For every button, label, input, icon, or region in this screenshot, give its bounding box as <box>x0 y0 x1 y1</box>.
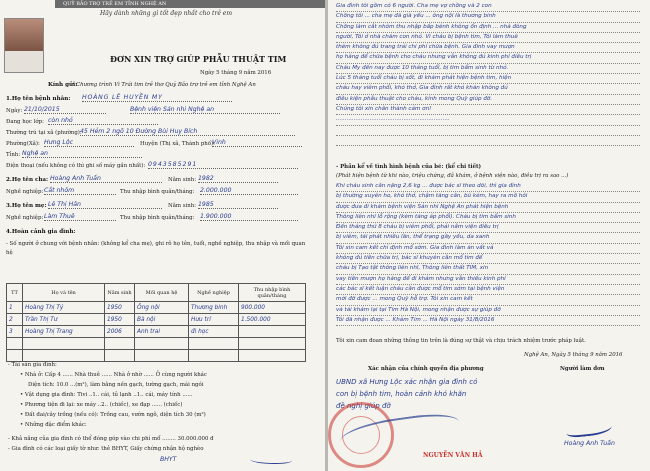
form-date: Ngày 5 tháng 9 năm 2016 <box>200 70 272 76</box>
table-cell: 2 <box>7 314 23 326</box>
handwritten-line: Cháu My đến nay được 10 tháng tuổi, bị tim bẩm sinh từ nhỏ. <box>336 64 640 74</box>
father-job: Cắt nhôm <box>44 187 116 195</box>
table-cell <box>105 350 135 362</box>
phone-label: Điện thoại (nếu không có thì ghi số máy gần nhất): <box>6 163 146 169</box>
hospital-value: Bệnh viện Sản nhi Nghệ an <box>130 106 280 114</box>
insurance-line: - Gia đình có các loại giấy tờ như: thẻ BHYT, Giấy chứng nhận hộ nghèo <box>8 446 204 452</box>
handwritten-mark <box>250 456 292 464</box>
family-members-table <box>6 283 306 362</box>
col-header: Mối quan hệ <box>135 284 189 302</box>
col-header: Nghề nghiệp <box>189 284 239 302</box>
sign-date: Nghệ An, Ngày 5 tháng 9 năm 2016 <box>524 352 623 358</box>
capacity-line: - Khả năng của gia đình có thể đóng góp vào chi phí mổ ........ 30.000.000 đ <box>8 436 214 442</box>
addressed-label: Kính gửi: <box>48 82 78 88</box>
goods-line: • Vật dụng gia đình: Tivi ..1.. cái, tủ lạnh ..1.. cái, máy tính ...... <box>20 392 193 398</box>
table-cell <box>23 350 105 362</box>
medical-history-lines <box>336 182 640 326</box>
table-cell <box>189 338 239 350</box>
table-row <box>7 338 306 350</box>
school-value: còn nhỏ <box>48 117 158 125</box>
table-cell: 1 <box>7 302 23 314</box>
handwritten-line: họ hàng để chữa bệnh cho cháu nhưng vẫn không đủ kinh phí điều trị <box>336 53 640 63</box>
handwritten-line: bị thường xuyên ho, khó thở, chậm tăng cân, bú kém, hay ra mồ hôi <box>336 192 640 202</box>
special-line: • Những đặc điểm khác: <box>20 422 87 428</box>
handwritten-line: Chúng tôi xin chân thành cảm ơn! <box>336 105 640 115</box>
col-header: Năm sinh <box>105 284 135 302</box>
handwritten-line: cháu bị Tạo tật thông liên nhĩ, Thông liên thất TIM, xin <box>336 264 640 274</box>
handwritten-line: các bác sĩ kết luận cháu cần được mổ tim sớm tại bệnh viện <box>336 285 640 295</box>
fund-header: QUỸ BẢO TRỢ TRẺ EM TỈNH NGHỆ AN <box>55 0 325 8</box>
area-line: Diện tích: 10.0 ...(m²), làm bằng nền gạch, tường gạch, mái ngói <box>28 382 204 388</box>
mother-year: 1985 <box>198 201 278 209</box>
medical-title: - Phần kể về tình hình bệnh của bé: (kể chi tiết) <box>336 164 482 170</box>
handwritten-line: người, Tôi ở nhà chăm con nhỏ. Vì cháu bị bệnh tim, Tôi làm thuê <box>336 33 640 43</box>
table-cell <box>7 338 23 350</box>
house-line: • Nhà ở: Cấp 4 ...... Nhà thuê ...... Nhà ở nhờ ...... Ở cùng người khác <box>20 372 207 378</box>
section-mother: 3.Họ tên mẹ: <box>6 203 47 209</box>
commitment-text: Tôi xin cam đoan những thông tin trên là đúng sự thật và chịu trách nhiệm trước pháp luật. <box>336 338 586 344</box>
father-income: 2.000.000 <box>200 187 298 195</box>
table-row <box>7 302 306 314</box>
handwritten-line: mới đỡ được ... mong Quỹ hỗ trợ. Tôi xin cam kết <box>336 295 640 305</box>
table-cell <box>239 326 306 338</box>
applicant-name: Hoàng Anh Tuấn <box>564 440 615 447</box>
father-job-label: Nghề nghiệp: <box>6 189 44 195</box>
handwritten-line: Lúc 5 tháng tuổi cháu bị sốt, đi khám phát hiện bệnh tim, hiện <box>336 74 640 84</box>
table-cell <box>239 350 306 362</box>
section-patient: 1.Họ tên bệnh nhân: <box>6 96 71 102</box>
mother-year-label: Năm sinh: <box>168 203 197 209</box>
handwritten-line: ................................................................ <box>336 115 640 125</box>
handwritten-line: Tôi đã nhận được ... Khám Tim ... Hà Nội ngày 31/8/2016 <box>336 316 640 326</box>
section-father: 2.Họ tên cha: <box>6 177 49 183</box>
fund-slogan: Hãy dành những gì tốt đẹp nhất cho trẻ em <box>100 10 233 17</box>
father-year: 1982 <box>198 175 278 183</box>
table-cell: 900.000 <box>239 302 306 314</box>
handwritten-line <box>336 126 640 136</box>
table-cell <box>135 338 189 350</box>
table-cell: Bà nội <box>135 314 189 326</box>
form-page-right <box>328 0 650 471</box>
table-cell: 2006 <box>105 326 135 338</box>
table-cell <box>7 350 23 362</box>
handwritten-line: Chồng tôi ... cha mẹ đã già yếu ... ông nội là thương binh <box>336 12 640 22</box>
province-label: Tỉnh: <box>6 152 21 158</box>
table-cell <box>189 350 239 362</box>
dob-value: 21/10/2015 <box>24 106 106 114</box>
school-label: Đang học lớp: <box>6 119 44 125</box>
ward-value: Hưng Lộc <box>44 139 134 147</box>
ward-label: Phường(Xã): <box>6 141 40 147</box>
table-cell <box>105 338 135 350</box>
col-header: Thu nhập bình quân/tháng <box>239 284 306 302</box>
medical-subtitle: (Phát hiện bệnh từ khi nào, triệu chứng, đã khám, ở bệnh viện nào, điều trị ra sao ...) <box>336 173 569 179</box>
addressed-to: Chương trình Vì Trái tim trẻ thơ Quỹ Bảo trợ trẻ em tỉnh Nghệ An <box>76 82 256 88</box>
father-year-label: Năm sinh: <box>168 177 197 183</box>
table-cell <box>239 338 306 350</box>
dob-label: Ngày: <box>6 108 23 114</box>
table-cell: 1950 <box>105 314 135 326</box>
applicant-label: Người làm đơn <box>560 366 605 372</box>
table-cell: 1950 <box>105 302 135 314</box>
province-value: Nghệ an <box>22 150 142 158</box>
handwritten-line: Thông liên nhĩ lỗ rộng (kèm tăng áp phổi). Cháu bị tim bẩm sinh <box>336 213 640 223</box>
mother-job-label: Nghề nghiệp: <box>6 215 44 221</box>
table-row <box>7 326 306 338</box>
handwritten-line: cháu hay viêm phổi, khó thở, Gia đình rất khó khăn không đủ <box>336 84 640 94</box>
col-header: Họ và tên <box>23 284 105 302</box>
table-cell: đi học <box>189 326 239 338</box>
phone-value: 0943585291 <box>148 161 298 169</box>
table-row <box>7 350 306 362</box>
handwritten-line: bị viêm, tái phát nhiều lần, thể trạng gầy yếu, da xanh <box>336 233 640 243</box>
section-family: 4.Hoàn cảnh gia đình: <box>6 229 76 235</box>
mother-income-label: Thu nhập bình quân/tháng: <box>120 215 195 221</box>
local-note-3: đề nghị giúp đỡ <box>336 402 391 410</box>
mother-name: Lê Thị Hân <box>48 201 162 209</box>
father-income-label: Thu nhập bình quân/tháng: <box>120 189 195 195</box>
patient-name: HOÀNG LÊ HUYỀN MY <box>82 94 232 102</box>
applicant-signature <box>565 418 612 439</box>
handwritten-line: Khi cháu sinh cân nặng 2,6 kg ... được bác sĩ theo dõi, thì gia đình <box>336 182 640 192</box>
local-confirm-label: Xác nhận của chính quyền địa phương <box>368 366 484 372</box>
handwritten-line: không đủ tiền chữa trị, bác sĩ khuyên cần mổ tim để <box>336 254 640 264</box>
insurance-value: BHYT <box>160 456 177 463</box>
form-title: ĐƠN XIN TRỢ GIÚP PHẪU THUẬT TIM <box>110 54 287 64</box>
official-name: NGUYỄN VĂN HẢ <box>423 452 483 459</box>
table-cell <box>135 350 189 362</box>
table-cell: Hoàng Thị Trang <box>23 326 105 338</box>
handwritten-line: điều kiện phẫu thuật cho cháu, kính mong Quỹ giúp đỡ. <box>336 95 640 105</box>
address-label: Thường trú tại xã (phường): <box>6 130 82 136</box>
local-note-1: UBND xã Hưng Lộc xác nhận gia đình có <box>336 378 478 386</box>
handwritten-line: Gia đình tôi gồm có 6 người. Cha mẹ vợ chồng và 2 con <box>336 2 640 12</box>
father-name: Hoàng Anh Tuấn <box>50 175 162 183</box>
local-note-2: con bị bệnh tim, hoàn cảnh khó khăn <box>336 390 467 398</box>
patient-photo <box>4 18 44 73</box>
table-cell: Hoàng Thị Tỷ <box>23 302 105 314</box>
col-header: TT <box>7 284 23 302</box>
vehicle-line: • Phương tiện đi lại: xe máy ..2.. (chiếc), xe đạp ...... (chiếc) <box>20 402 183 408</box>
table-cell: Thương binh <box>189 302 239 314</box>
table-cell: Hưu trí <box>189 314 239 326</box>
handwritten-line <box>336 136 640 146</box>
handwritten-line: Tôi xin cam kết chỉ định mổ sớm. Gia đình làm ăn vất vả <box>336 244 640 254</box>
assets-label: - Tài sản gia đình: <box>8 362 57 368</box>
table-cell: 1.500.000 <box>239 314 306 326</box>
land-line: • Đất đai/cây trồng (nếu có): Trồng cau, vườn ngõ, diện tích 30 (m²) <box>20 412 206 418</box>
handwritten-line: vay tiền mượn họ hàng để đi khám nhưng vẫn thiếu kinh phí <box>336 275 640 285</box>
table-header-row <box>7 284 306 302</box>
handwritten-line: được đưa đi khám bệnh viện Sản nhi Nghệ An phát hiện bệnh <box>336 203 640 213</box>
address-value: 45 Hẻm 2 ngõ 10 Đường Bùi Huy Bích <box>80 128 295 136</box>
district-label: Huyện (Thị xã, Thành phố): <box>140 141 215 147</box>
handwritten-line: và tái khám lại tại Tim Hà Nội, mong nhận được sự giúp đỡ <box>336 306 640 316</box>
handwritten-line: Đến tháng thứ 8 cháu bị viêm phổi, phải nằm viện điều trị <box>336 223 640 233</box>
mother-job: Làm Thuê <box>44 213 116 221</box>
table-row <box>7 314 306 326</box>
handwritten-line: thêm không đủ trang trải chi phí chữa bệnh. Gia đình vay mượn <box>336 43 640 53</box>
table-cell: Anh trai <box>135 326 189 338</box>
family-reason-lines <box>336 2 640 146</box>
table-cell: 3 <box>7 326 23 338</box>
mother-income: 1.900.000 <box>200 213 298 221</box>
family-note: - Số người ở chung với bệnh nhân: (không kể cha mẹ), ghi rõ họ tên, tuổi, nghề nghiệp, thu nhập và mối quan hệ <box>6 241 306 256</box>
table-cell: Trần Thị Tư <box>23 314 105 326</box>
district-value: Vinh <box>212 139 302 147</box>
table-cell: Ông nội <box>135 302 189 314</box>
handwritten-line: Chồng làm cắt nhôm thu nhập bấp bênh không ổn định ... nhà đông <box>336 23 640 33</box>
table-cell <box>23 338 105 350</box>
